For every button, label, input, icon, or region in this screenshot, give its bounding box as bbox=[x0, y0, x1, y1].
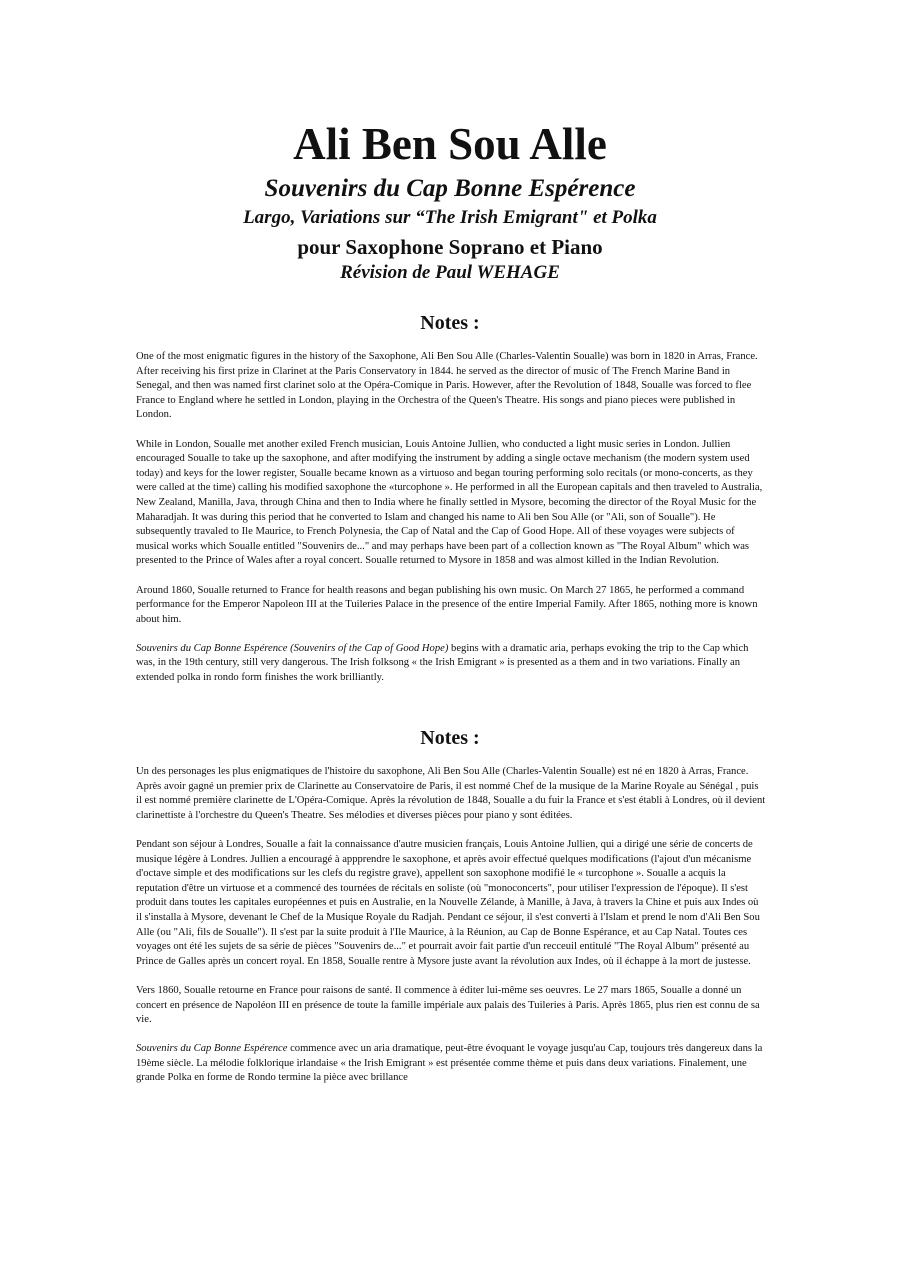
notes-fr-paragraph-4 bbox=[136, 1042, 766, 1086]
notes-fr-paragraph-4-text: commence avec un aria dramatique, peut-être évoquant le voyage jusqu'au Cap, toujours très dangereux dans la 19ème siècle. La mélodie folklorique irlandaise « the Irish Emigrant » est présentée comme thème et puis dans deux variations. Finalement, une grande Polka en forme de Rondo termine la pièce avec brillance bbox=[136, 1043, 763, 1084]
notes-french bbox=[136, 765, 766, 1101]
composer-title: Ali Ben Sou Alle bbox=[293, 119, 607, 169]
notes-fr-paragraph-1: Un des personages les plus enigmatiques de l'histoire du saxophone, Ali Ben Sou Alle (Charles-Valentin Soualle) est né en 1820 à Arras, France. Après avoir gagné un premier prix de Clarinette au Conservatoire de Paris, il est nommé Chef de la musique de la Marine Royale au Sénégal , puis il est nommé première clarinette de L'Opéra-Comique. Après la révolution de 1848, Soualle a du fuir la France et s'est établi à Londres, où il devient clarinettiste à l'orchestre du Queen's Theatre. Ses mélodies et diverses pièces pour piano y sont éditées. bbox=[136, 766, 766, 821]
work-description: Largo, Variations sur “The Irish Emigrant" et Polka bbox=[243, 207, 657, 228]
notes-fr-paragraph-2: Pendant son séjour à Londres, Soualle a fait la connaissance d'autre musicien français, Louis Antoine Jullien, qui a dirigé une série de concerts de musique légère à Londres. Jullien a encouragé à appprendre le saxophone, et après avoir effectué quelques modifications (l'ajout d'un mécanisme d'octave simple et des modifications sur les clefs du registre grave), appellent son saxophone modifié le « turcophone ». Soualle a acquis la reputation d'être un virtuose et a commencé des tournées de récitals en soliste (où "monoconcerts", pour utiliser l'expression de l'époque). Il s'est produit dans toutes les capitales européennes et puis en Australie, en la Nouvelle Zélande, à Manille, à Java, à travers la Chine et puis aux Indes où il s'installa à Mysore, devenant le Chef de la Musique Royale du Radjah. Pendant ce séjour, il s'est converti à l'Islam et prend le nom d'Ali Ben Sou Alle (ou "Ali, fils de Soualle"). Il s'est par la suite produit à l'Ile Maurice, à la Réunion, au Cap de Bonne Espérance, et au Cap Natal. Toutes ces voyages ont été les sujets de sa série de pièces "Souvenirs de..." et pourrait avoir fait partie d'un recceuil entitulé "The Royal Album" présenté au Prince de Galles après un concert royal. En 1858, Soualle rentre à Mysore juste avant la révolution aux Indes, où il échappe à la mort de justesse. bbox=[136, 838, 760, 967]
notes-english bbox=[136, 350, 766, 700]
notes-en-paragraph-3: Around 1860, Soualle returned to France for health reasons and began publishing his own music. On March 27 1865, he performed a command performance for the Emperor Napoleon III at the Tuileries Palace in the presence of the entire Imperial Family. After 1865, nothing more is known about him. bbox=[136, 584, 758, 625]
notes-heading-english: Notes : bbox=[420, 312, 480, 334]
notes-heading-french: Notes : bbox=[420, 727, 480, 749]
notes-en-paragraph-4 bbox=[136, 642, 766, 686]
revision-credit: Révision de Paul WEHAGE bbox=[340, 262, 560, 283]
instrumentation: pour Saxophone Soprano et Piano bbox=[297, 235, 603, 259]
notes-fr-paragraph-3: Vers 1860, Soualle retourne en France pour raisons de santé. Il commence à éditer lui-même ses oeuvres. Le 27 mars 1865, Soualle a donné un concert en présence de Napoléon III en présence de toute la famille impériale aux palais des Tuileries à Paris. Après 1865, plus rien est connu de sa vie. bbox=[136, 984, 760, 1026]
notes-en-paragraph-1: One of the most enigmatic figures in the history of the Saxophone, Ali Ben Sou Alle (Charles-Valentin Soualle) was born in 1820 in Arras, France. After receiving his first prize in Clarinet at the Paris Conservatory in 1844. he served as the director of music of The French Marine Band in Senegal, and then was named first clarinet solo at the Opéra-Comique in Paris. However, after the Revolution of 1848, Soualle was forced to flee France to England where he settled in London, playing in the Orchestra of the Queen's Theatre. His songs and piano pieces were published in London. bbox=[136, 351, 758, 421]
notes-en-paragraph-4-text: begins with a dramatic aria, perhaps evoking the trip to the Cap which was, in the 19th century, still very dangerous. The Irish folksong « the Irish Emigrant » is presented as a them and in two variations. Finally an extended polka in rondo form finishes the work brilliantly. bbox=[136, 642, 749, 684]
work-title-reference: Souvenirs du Cap Bonne Espérence bbox=[136, 1043, 288, 1055]
work-title-reference: Souvenirs du Cap Bonne Espérence (Souvenirs of the Cap of Good Hope) bbox=[136, 642, 449, 654]
notes-en-paragraph-2: While in London, Soualle met another exiled French musician, Louis Antoine Jullien, who conducted a light music series in London. Jullien encouraged Soualle to take up the saxophone, and after modifying the instrument by adding a single octave mechanism (the modern system used today) and keys for the lower register, Soualle became known as a virtuoso and began touring performing solo recitals (or mono-concerts, as they were called at the time) calling his modified saxophone the «turcophone ». He performed in all the European capitals and then traveled to Australia, New Zealand, Manilla, Java, through China and then to India where he finally settled in Mysore, becoming the director of the Royal Music for the Maharadjah. It was during this period that he converted to Islam and changed his name to Ali ben Sou Alle (or "Ali, son of Soualle"). He subsequently travaled to Ile Maurice, to French Polynesia, the Cap of Natal and the Cap of Good Hope. All of these voyages were subjects of musical works which Soualle entitled "Souvenirs de..." and may perhaps have been part of a collection known as "The Royal Album" which was presented to the Prince of Wales after a royal concert. Soualle returned to Mysore in 1858 and was almost killed in the Indian Revolution. bbox=[136, 438, 763, 567]
work-title: Souvenirs du Cap Bonne Espérence bbox=[264, 175, 636, 202]
